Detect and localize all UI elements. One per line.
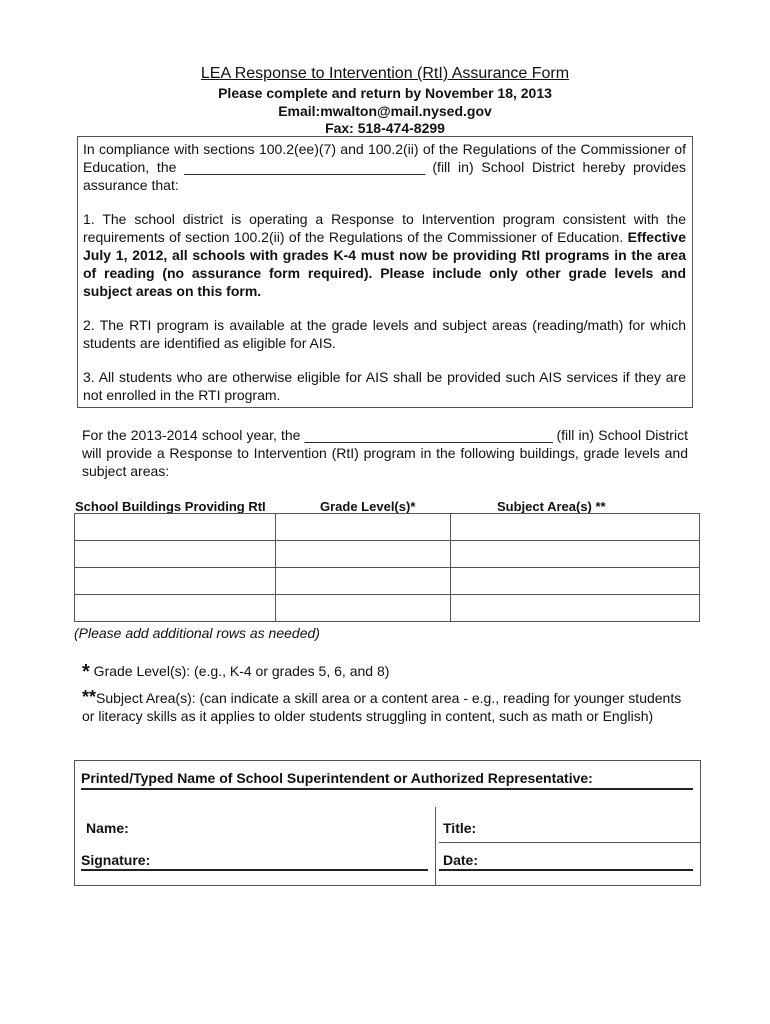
assurance-item-2: 2. The RTI program is available at the grade levels and subject areas (reading/math) for which students are identified as eligible for AIS. xyxy=(83,317,686,351)
subject-area-cell[interactable] xyxy=(451,514,700,541)
column-header-subject-areas: Subject Area(s) ** xyxy=(497,499,606,514)
grade-level-cell[interactable] xyxy=(275,514,451,541)
return-deadline: Please complete and return by November 18, 2013 xyxy=(218,85,552,101)
building-cell[interactable] xyxy=(75,514,276,541)
item1-text: 1. The school district is operating a Response to Intervention program consistent with the requirements of section 100.2(ii) of the Regulations of the Commissioner of Education. xyxy=(83,211,686,245)
school-year-text-a: For the 2013-2014 school year, the xyxy=(82,427,305,443)
column-divider xyxy=(435,807,436,885)
name-label: Name: xyxy=(86,820,129,836)
intro-text-b: (fill in) School District hereby provides assurance that: xyxy=(83,159,686,193)
representative-heading: Printed/Typed Name of School Superintendent or Authorized Representative: xyxy=(81,770,593,786)
subject-area-footnote-text: Subject Area(s): (can indicate a skill area or a content area - e.g., reading for younger students or literacy skills as it applies to older students struggling in content, such as math or English) xyxy=(82,690,682,724)
column-header-buildings: School Buildings Providing RtI xyxy=(75,499,266,514)
grade-level-cell[interactable] xyxy=(275,541,451,568)
subject-area-footnote xyxy=(82,688,692,725)
title-field-line[interactable] xyxy=(439,842,701,843)
title-label: Title: xyxy=(443,820,477,836)
table-row xyxy=(75,595,700,622)
assurance-intro xyxy=(83,140,686,194)
school-year-statement xyxy=(82,426,688,480)
form-title: LEA Response to Intervention (RtI) Assurance Form xyxy=(200,65,570,82)
representative-name-line[interactable] xyxy=(81,788,693,790)
assurance-item-3: 3. All students who are otherwise eligible for AIS shall be provided such AIS services if they are not enrolled in the RTI program. xyxy=(83,369,686,403)
intro-text-a: In compliance with sections 100.2(ee)(7) and 100.2(ii) of the Regulations of the Commissioner of Education, the xyxy=(83,141,686,175)
grade-level-footnote-text: Grade Level(s): (e.g., K-4 or grades 5, 6, and 8) xyxy=(89,663,390,679)
subject-area-cell[interactable] xyxy=(451,568,700,595)
date-label: Date: xyxy=(443,852,479,868)
building-cell[interactable] xyxy=(75,568,276,595)
item1-bold-text: Effective July 1, 2012, all schools with grades K-4 must now be providing RtI programs in the area of reading (no assurance form required). Please include only other grade levels and subject areas on this form. xyxy=(83,229,686,299)
column-header-grade-levels: Grade Level(s)* xyxy=(320,499,416,514)
building-cell[interactable] xyxy=(75,541,276,568)
footnote-marker: * xyxy=(82,661,90,683)
district-fill-in-blank[interactable]: _________________________________ xyxy=(184,159,425,175)
grade-level-cell[interactable] xyxy=(275,595,451,622)
rti-programs-table xyxy=(74,513,700,622)
signature-label: Signature: xyxy=(81,852,151,868)
assurance-item-1 xyxy=(83,210,686,300)
add-rows-note: (Please add additional rows as needed) xyxy=(74,625,320,641)
footnote-marker: ** xyxy=(82,687,97,707)
assurance-box xyxy=(77,136,693,408)
table-row xyxy=(75,568,700,595)
date-line[interactable] xyxy=(439,869,693,871)
email-line: Email:mwalton@mail.nysed.gov xyxy=(278,103,492,119)
subject-area-cell[interactable] xyxy=(451,541,700,568)
table-row xyxy=(75,541,700,568)
school-year-text-b: (fill in) School District will provide a Response to Intervention (RtI) program in the following buildings, grade levels and subject areas: xyxy=(82,427,688,479)
building-cell[interactable] xyxy=(75,595,276,622)
table-row xyxy=(75,514,700,541)
signature-line[interactable] xyxy=(81,869,428,871)
fax-line: Fax: 518-474-8299 xyxy=(325,120,445,136)
grade-level-cell[interactable] xyxy=(275,568,451,595)
subject-area-cell[interactable] xyxy=(451,595,700,622)
signature-box xyxy=(74,760,701,886)
grade-level-footnote xyxy=(82,662,389,681)
school-year-fill-in-blank[interactable]: __________________________________ xyxy=(304,427,553,443)
